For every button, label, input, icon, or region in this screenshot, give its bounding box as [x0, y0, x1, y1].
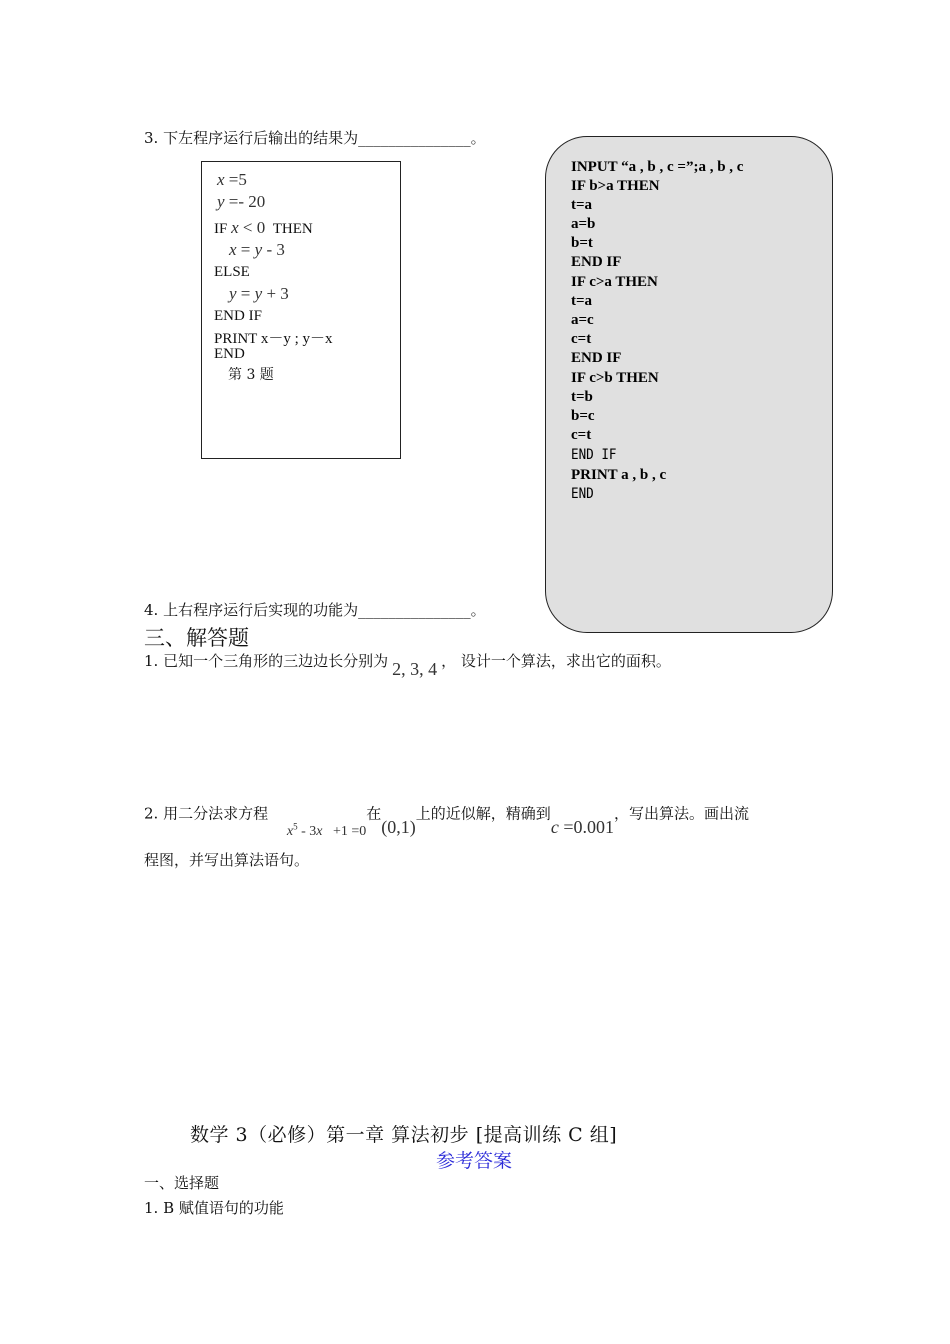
- problem-1: [144, 650, 671, 679]
- code-line: IF c>b THEN: [571, 370, 659, 386]
- program-line: ELSE: [214, 264, 250, 280]
- right-program-box: [545, 136, 833, 633]
- problem-2-equation: $x^5 - 3x +1 =0$: [286, 821, 367, 839]
- code-line: t=a: [571, 197, 593, 213]
- code-line: b=t: [571, 235, 593, 251]
- code-line: t=b: [571, 389, 593, 405]
- program-line: y =- 20: [217, 192, 266, 211]
- code-line: a=c: [571, 312, 594, 328]
- code-line: END: [571, 486, 594, 502]
- code-line: END IF: [571, 447, 617, 463]
- code-line: IF b>a THEN: [571, 178, 660, 194]
- code-line: c=t: [571, 331, 592, 347]
- problem-2-precision: c =0.001: [550, 816, 614, 837]
- question-4: 4. 上右程序运行后实现的功能为_______________。: [144, 601, 486, 619]
- problem-1-math: 2, 3, 4: [392, 659, 438, 679]
- answer-title: 数学 3（必修）第一章 算法初步 [提高训练 C 组]: [190, 1124, 618, 1146]
- problem-2-text-mid2: 上的近似解，精确到: [415, 804, 551, 823]
- code-line: a=b: [571, 216, 596, 232]
- problem-2-interval: (0,1): [381, 816, 416, 837]
- problem-2-text-mid: 在: [366, 804, 382, 823]
- problem-2-text: 2. 用二分法求方程: [144, 804, 269, 823]
- answer-section-1: 一、选择题: [144, 1174, 220, 1192]
- program-line: END: [214, 346, 245, 362]
- problem-1-text: 1. 已知一个三角形的三边边长分别为: [144, 652, 389, 670]
- program-line: END IF: [214, 308, 262, 324]
- problem-2-text-end: ，写出算法。画出流: [613, 804, 749, 823]
- code-line: IF c>a THEN: [571, 274, 658, 290]
- section-heading: 三、解答题: [144, 626, 249, 650]
- code-line: PRINT a , b , c: [571, 467, 667, 483]
- program-line: x = y - 3: [229, 240, 285, 259]
- code-line: INPUT “a , b , c =”;a , b , c: [571, 159, 744, 175]
- program-line: PRINT x－y ; y－x: [214, 331, 333, 347]
- code-line: b=c: [571, 408, 595, 424]
- problem-2: [144, 800, 749, 839]
- program-caption: 第 3 题: [228, 367, 274, 383]
- problem-2-line2: 程图，并写出算法语句。: [144, 851, 310, 869]
- problem-1-text-end: ， 设计一个算法，求出它的面积。: [441, 652, 671, 670]
- code-line: END IF: [571, 350, 622, 366]
- program-line: x =5: [217, 170, 247, 189]
- code-line: c=t: [571, 427, 592, 443]
- answer-item-1: 1. B 赋值语句的功能: [144, 1199, 284, 1217]
- answer-subtitle: 参考答案: [436, 1150, 513, 1172]
- program-line: IF x < 0 THEN: [214, 218, 313, 237]
- code-line: END IF: [571, 254, 622, 270]
- question-3: 3. 下左程序运行后输出的结果为_______________。: [144, 129, 486, 147]
- program-line: y = y + 3: [229, 284, 289, 303]
- left-program-box: [201, 161, 401, 459]
- code-line: t=a: [571, 293, 593, 309]
